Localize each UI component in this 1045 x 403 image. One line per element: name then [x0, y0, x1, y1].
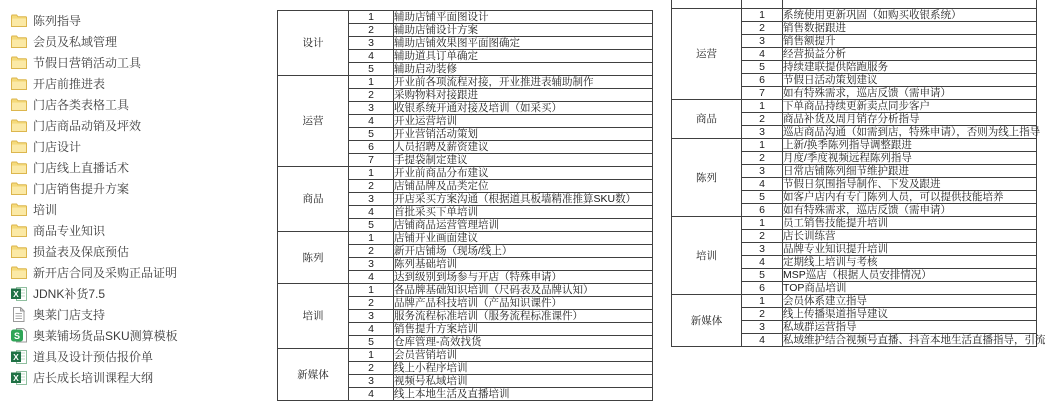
row-number-cell[interactable]: 6 — [349, 141, 394, 154]
file-label: 门店各类表格工具 — [33, 98, 130, 112]
folder-icon — [10, 181, 27, 196]
row-number-cell[interactable]: 4 — [349, 271, 394, 284]
service-item-cell[interactable]: MSP巡店（根据人员安排情况） — [783, 269, 1037, 282]
service-item-cell[interactable]: 服务流程标准培训（服务流程标准课件） — [394, 310, 653, 323]
excel-file-icon — [10, 349, 27, 364]
file-label: 奥莱门店支持 — [33, 308, 106, 322]
row-number-cell[interactable]: 1 — [349, 349, 394, 362]
category-cell[interactable]: 培训 — [672, 217, 742, 295]
service-item-cell[interactable]: 私域维护结合视频号直播、抖音本地生活直播指导，引流 — [783, 334, 1045, 346]
table-row — [672, 295, 1037, 308]
row-number-cell[interactable]: 1 — [349, 167, 394, 180]
service-item-cell[interactable]: 上新/换季陈列指导调整跟进 — [783, 139, 1037, 152]
row-number-cell[interactable]: 1 — [349, 284, 394, 297]
clipped-cell — [783, 0, 1037, 9]
category-cell[interactable]: 运营 — [672, 9, 742, 100]
row-number-cell[interactable]: 2 — [349, 180, 394, 193]
table-row — [278, 76, 653, 89]
service-item-cell[interactable]: 如有特殊需求，巡店反馈（需申请） — [783, 204, 1037, 217]
file-item[interactable] — [10, 136, 270, 157]
file-label: 门店线上直播话术 — [33, 161, 130, 175]
service-item-cell[interactable]: 陈列基础培训 — [394, 258, 653, 271]
service-item-cell[interactable]: 首批采买下单培训 — [394, 206, 653, 219]
row-number-cell[interactable]: 3 — [349, 375, 394, 388]
service-item-cell[interactable]: 持续建联提供陪跑服务 — [783, 61, 1037, 74]
row-number-cell[interactable]: 1 — [742, 217, 783, 230]
table-row — [278, 349, 653, 362]
row-number-cell[interactable]: 5 — [349, 128, 394, 141]
file-item[interactable] — [10, 325, 270, 346]
service-item-cell[interactable]: 经营损益分析 — [783, 48, 1037, 61]
service-item-cell[interactable]: 品牌专业知识提升培训 — [783, 243, 1037, 256]
folder-icon — [10, 244, 27, 259]
service-item-cell[interactable]: 店铺商品运营管理培训 — [394, 219, 653, 232]
row-number-cell[interactable]: 4 — [349, 323, 394, 336]
service-item-cell[interactable]: 会员营销培训 — [394, 349, 653, 362]
row-number-cell[interactable]: 3 — [349, 193, 394, 206]
service-item-cell[interactable]: 线上本地生活及直播培训 — [394, 388, 653, 401]
row-number-cell[interactable]: 6 — [742, 204, 783, 217]
row-number-cell[interactable]: 3 — [349, 102, 394, 115]
table-row — [278, 11, 653, 24]
service-item-cell[interactable]: 会员体系建立指导 — [783, 295, 1037, 308]
service-item-cell[interactable]: 销售数据跟进 — [783, 22, 1037, 35]
service-item-cell[interactable]: 新开店铺场（现场/线上） — [394, 245, 653, 258]
row-number-cell[interactable]: 3 — [349, 258, 394, 271]
service-item-cell[interactable]: 达到级别到场参与开店（特殊申请） — [394, 271, 653, 284]
service-item-cell[interactable]: 如有特殊需求，巡店反馈（需申请） — [783, 87, 1037, 100]
table-row — [672, 217, 1037, 230]
row-number-cell[interactable]: 2 — [742, 113, 783, 126]
row-number-cell[interactable]: 4 — [349, 50, 394, 63]
file-label: 店长成长培训课程大纲 — [33, 371, 154, 385]
file-item[interactable] — [10, 262, 270, 283]
row-number-cell[interactable]: 4 — [742, 256, 783, 269]
category-cell[interactable]: 新媒体 — [672, 295, 742, 347]
row-number-cell[interactable]: 7 — [742, 87, 783, 100]
file-item[interactable] — [10, 31, 270, 52]
spreadsheet-s-file-icon — [10, 328, 27, 343]
service-item-cell[interactable]: 各品牌基础知识培训（尺码表及品牌认知） — [394, 284, 653, 297]
file-label: JDNK补货7.5 — [33, 287, 106, 301]
row-number-cell[interactable]: 4 — [349, 115, 394, 128]
service-item-cell[interactable]: 定期线上培训与考核 — [783, 256, 1037, 269]
service-item-cell[interactable]: 员工销售技能提升培训 — [783, 217, 1037, 230]
clipped-cell — [742, 0, 783, 9]
document-file-icon — [10, 307, 27, 322]
row-number-cell[interactable]: 4 — [349, 388, 394, 401]
file-label: 道具及设计预估报价单 — [33, 350, 154, 364]
category-cell[interactable]: 设计 — [278, 11, 349, 76]
folder-icon — [10, 34, 27, 49]
row-number-cell[interactable]: 2 — [349, 245, 394, 258]
row-number-cell[interactable]: 2 — [349, 24, 394, 37]
file-item[interactable] — [10, 220, 270, 241]
service-item-cell[interactable]: 采购物料对接跟进 — [394, 89, 653, 102]
file-list — [10, 10, 270, 388]
service-item-cell[interactable]: 店铺开业画面建议 — [394, 232, 653, 245]
folder-icon — [10, 97, 27, 112]
pre-opening-support-table — [277, 10, 653, 401]
service-item-cell[interactable]: 人员招聘及薪资建议 — [394, 141, 653, 154]
category-cell[interactable]: 新媒体 — [278, 349, 349, 401]
service-item-cell[interactable]: 开业前各项流程对接，开业推进表辅助制作 — [394, 76, 653, 89]
row-number-cell[interactable]: 1 — [742, 100, 783, 113]
service-item-cell[interactable]: 开业营销活动策划 — [394, 128, 653, 141]
folder-icon — [10, 202, 27, 217]
service-item-cell[interactable]: 手提袋制定建议 — [394, 154, 653, 167]
row-number-cell[interactable]: 5 — [349, 336, 394, 349]
row-number-cell[interactable]: 3 — [742, 243, 783, 256]
file-item[interactable] — [10, 94, 270, 115]
service-item-cell[interactable]: 系统使用更新巩固（如购买收银系统） — [783, 9, 1037, 22]
row-number-cell[interactable]: 3 — [742, 321, 783, 334]
file-label: 损益表及保底预估 — [33, 245, 130, 259]
file-label: 新开店合同及采购正品证明 — [33, 266, 178, 280]
category-cell[interactable]: 商品 — [672, 100, 742, 139]
table-row — [278, 284, 653, 297]
row-number-cell[interactable]: 5 — [349, 219, 394, 232]
table-row — [278, 167, 653, 180]
file-item[interactable] — [10, 199, 270, 220]
service-item-cell[interactable]: 线上传播渠道指导建议 — [783, 308, 1037, 321]
service-item-cell[interactable]: 节假日活动策划建议 — [783, 74, 1037, 87]
excel-file-icon — [10, 370, 27, 385]
service-item-cell[interactable]: 开业前商品分布建议 — [394, 167, 653, 180]
file-item[interactable] — [10, 52, 270, 73]
service-item-cell[interactable]: 巡店商品沟通（如需到店，特殊申请），否则为线上指导 — [783, 126, 1041, 138]
row-number-cell[interactable]: 1 — [349, 76, 394, 89]
service-item-cell[interactable]: 商品补货及周月销存分析指导 — [783, 113, 1037, 126]
ongoing-support-table — [671, 0, 1045, 347]
row-number-cell[interactable]: 6 — [742, 282, 783, 295]
row-number-cell[interactable]: 5 — [742, 269, 783, 282]
excel-file-icon — [10, 286, 27, 301]
row-number-cell[interactable]: 3 — [742, 165, 783, 178]
row-number-cell[interactable]: 2 — [742, 22, 783, 35]
row-number-cell[interactable]: 1 — [742, 139, 783, 152]
row-number-cell[interactable]: 4 — [742, 334, 783, 347]
file-item[interactable] — [10, 115, 270, 136]
service-item-cell[interactable]: 辅助道具订单确定 — [394, 50, 653, 63]
file-item[interactable] — [10, 73, 270, 94]
folder-icon — [10, 139, 27, 154]
row-number-cell[interactable]: 3 — [349, 37, 394, 50]
file-label: 门店商品动销及坪效 — [33, 119, 142, 133]
service-item-cell[interactable]: 销售提升方案培训 — [394, 323, 653, 336]
file-item[interactable] — [10, 346, 270, 367]
row-number-cell[interactable]: 3 — [742, 126, 783, 139]
category-cell[interactable]: 运营 — [278, 76, 349, 167]
service-item-cell[interactable]: 月度/季度视频远程陈列指导 — [783, 152, 1037, 165]
folder-icon — [10, 13, 27, 28]
row-number-cell[interactable]: 2 — [742, 308, 783, 321]
svg-text:X: X — [12, 372, 19, 383]
row-number-cell[interactable]: 1 — [349, 11, 394, 24]
service-item-cell[interactable]: 私域群运营指导 — [783, 321, 1037, 334]
file-item[interactable] — [10, 10, 270, 31]
category-cell[interactable]: 培训 — [278, 284, 349, 349]
service-item-cell[interactable]: 线上小程序培训 — [394, 362, 653, 375]
row-number-cell[interactable]: 2 — [349, 362, 394, 375]
pre-opening-support-table — [277, 10, 653, 401]
row-number-cell[interactable]: 4 — [742, 178, 783, 191]
folder-icon — [10, 55, 27, 70]
service-item-cell[interactable]: 辅助启动装修 — [394, 63, 653, 76]
file-item[interactable] — [10, 283, 270, 304]
row-number-cell[interactable]: 2 — [742, 152, 783, 165]
category-cell[interactable]: 陈列 — [278, 232, 349, 284]
service-item-cell[interactable]: 店长训练营 — [783, 230, 1037, 243]
row-number-cell[interactable]: 5 — [742, 191, 783, 204]
service-item-cell[interactable]: 辅助店铺效果图平面图确定 — [394, 37, 653, 50]
file-item[interactable] — [10, 157, 270, 178]
service-item-cell[interactable]: 如客户店内有专门陈列人员，可以提供技能培养 — [783, 191, 1037, 204]
folder-icon — [10, 223, 27, 238]
file-label: 门店设计 — [33, 140, 82, 154]
service-item-cell[interactable]: 辅助店铺平面图设计 — [394, 11, 653, 24]
row-number-cell[interactable]: 1 — [742, 295, 783, 308]
file-label: 培训 — [33, 203, 58, 217]
row-number-cell[interactable]: 2 — [349, 89, 394, 102]
service-item-cell[interactable]: 视频号私域培训 — [394, 375, 653, 388]
file-label: 节假日营销活动工具 — [33, 56, 142, 70]
row-number-cell[interactable]: 4 — [742, 48, 783, 61]
category-cell[interactable]: 陈列 — [672, 139, 742, 217]
row-number-cell[interactable]: 1 — [349, 232, 394, 245]
row-number-cell[interactable]: 4 — [349, 206, 394, 219]
service-item-cell[interactable]: 收银系统开通对接及培训（如采买） — [394, 102, 653, 115]
file-item[interactable] — [10, 367, 270, 388]
svg-text:X: X — [12, 288, 19, 299]
service-item-cell[interactable]: 销售额提升 — [783, 35, 1037, 48]
service-item-cell[interactable]: 开业运营培训 — [394, 115, 653, 128]
row-number-cell[interactable]: 3 — [742, 35, 783, 48]
row-number-cell[interactable]: 3 — [349, 310, 394, 323]
svg-text:X: X — [12, 351, 19, 362]
file-label: 门店销售提升方案 — [33, 182, 130, 196]
service-item-cell[interactable]: 下单商品持续更新卖点同步客户 — [783, 100, 1037, 113]
table-row — [672, 139, 1037, 152]
row-number-cell[interactable]: 7 — [349, 154, 394, 167]
folder-icon — [10, 118, 27, 133]
service-item-cell[interactable]: 品牌产品科技培训（产品知识课件） — [394, 297, 653, 310]
row-number-cell[interactable]: 5 — [742, 61, 783, 74]
service-item-cell[interactable]: 开店采买方案沟通（根据道具板墙精准推算SKU数） — [394, 193, 653, 206]
service-item-cell[interactable]: 仓库管理-高效找货 — [394, 336, 653, 349]
table-row — [672, 100, 1037, 113]
ongoing-support-table — [671, 0, 1045, 347]
file-label: 奥莱铺场货品SKU测算模板 — [33, 329, 178, 343]
file-item[interactable] — [10, 178, 270, 199]
service-item-cell[interactable]: 辅助店铺设计方案 — [394, 24, 653, 37]
row-number-cell[interactable]: 6 — [742, 74, 783, 87]
service-item-cell[interactable]: 节假日氛围指导制作、下发及跟进 — [783, 178, 1037, 191]
clipped-cell — [672, 0, 742, 9]
file-item[interactable] — [10, 304, 270, 325]
folder-icon — [10, 160, 27, 175]
service-item-cell[interactable]: 店铺品牌及品类定位 — [394, 180, 653, 193]
row-number-cell[interactable]: 2 — [349, 297, 394, 310]
row-number-cell[interactable]: 1 — [742, 9, 783, 22]
service-item-cell[interactable]: 日常店铺陈列细节维护跟进 — [783, 165, 1037, 178]
folder-icon — [10, 265, 27, 280]
file-item[interactable] — [10, 241, 270, 262]
clipped-table-row — [672, 0, 1037, 9]
folder-icon — [10, 76, 27, 91]
file-label: 商品专业知识 — [33, 224, 106, 238]
table-row — [672, 9, 1037, 22]
row-number-cell[interactable]: 5 — [349, 63, 394, 76]
svg-text:S: S — [13, 331, 20, 341]
service-item-cell[interactable]: TOP商品培训 — [783, 282, 1037, 295]
table-row — [278, 232, 653, 245]
row-number-cell[interactable]: 2 — [742, 230, 783, 243]
file-label: 会员及私域管理 — [33, 35, 118, 49]
file-label: 陈列指导 — [33, 14, 82, 28]
file-label: 开店前推进表 — [33, 77, 106, 91]
category-cell[interactable]: 商品 — [278, 167, 349, 232]
